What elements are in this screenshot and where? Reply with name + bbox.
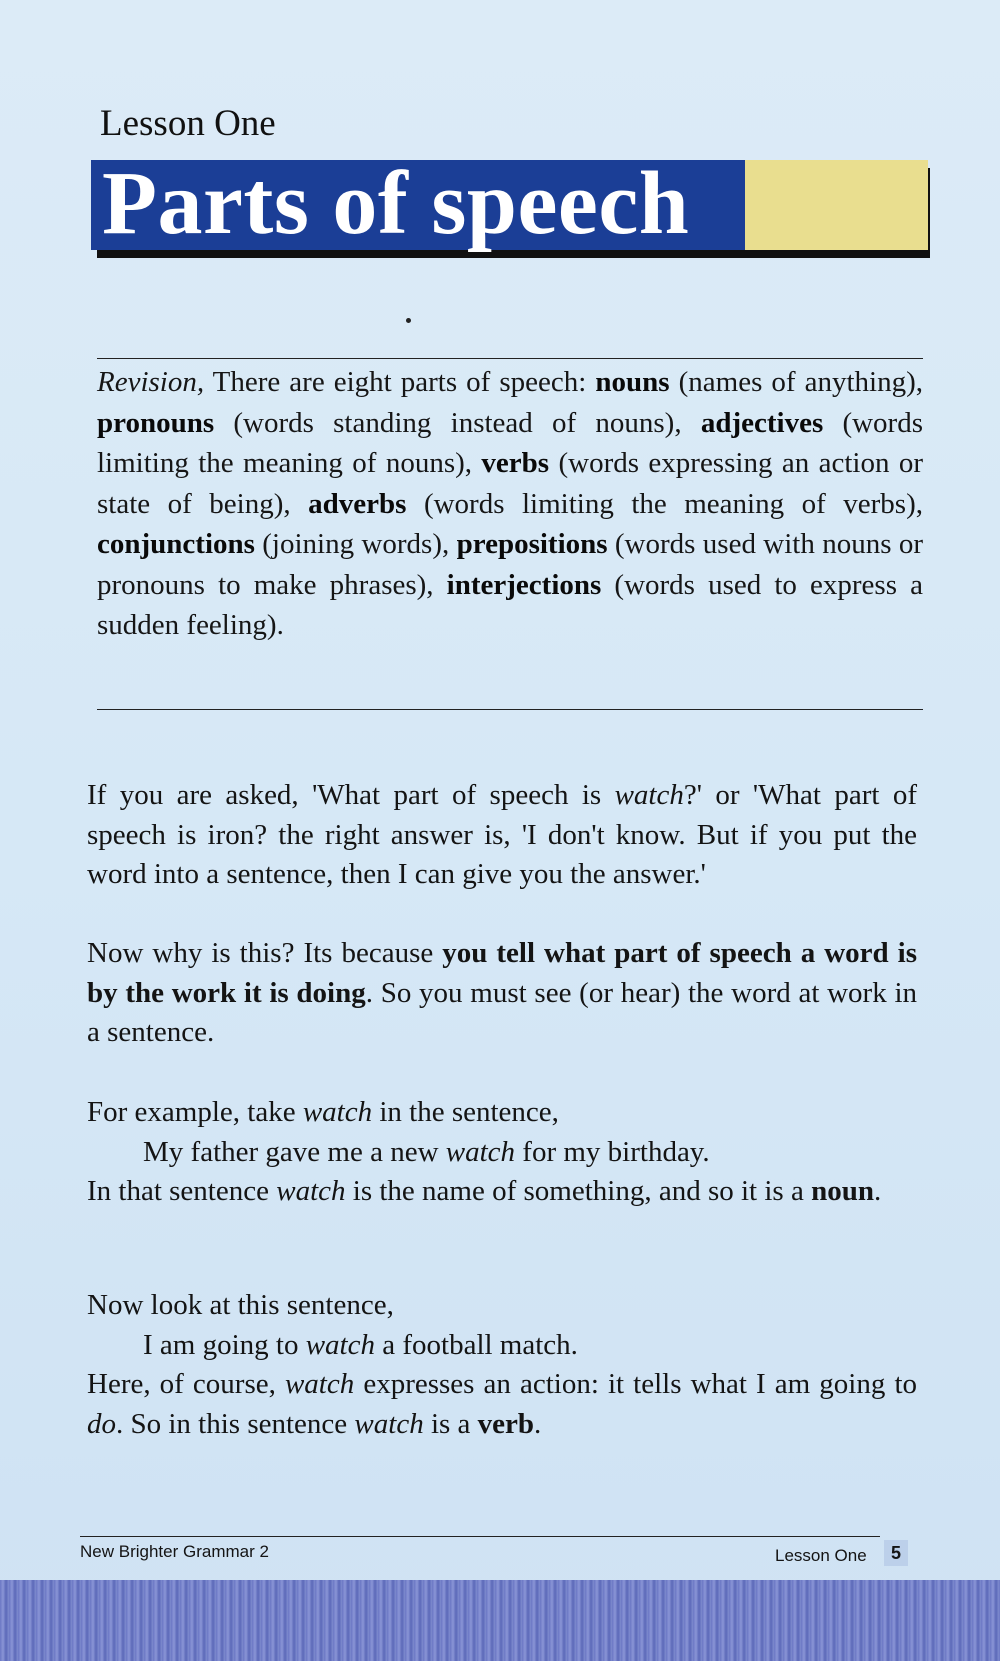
text-run: (words standing instead of nouns), <box>214 406 701 439</box>
lesson-label: Lesson One <box>100 103 276 144</box>
italic-word: watch <box>302 1096 373 1128</box>
text-run: (words limiting the meaning of nouns), <box>97 406 924 479</box>
text-run: In that sentence <box>87 1175 277 1207</box>
text-run: . So you must see (or hear) the word at work in a sentence. <box>87 976 917 1048</box>
italic-word: watch <box>445 1135 516 1168</box>
page-number: 5 <box>884 1540 908 1566</box>
bottom-decorative-band <box>0 1580 1000 1661</box>
italic-word: watch <box>284 1368 355 1400</box>
example-sentence <box>87 1133 917 1173</box>
text-run: (words used with nouns or pronouns to make phrases), <box>97 528 923 601</box>
text-run: expresses an action: it tells what I am going to <box>354 1368 918 1400</box>
italic-word: watch <box>354 1407 424 1440</box>
paragraph-3 <box>87 1093 917 1212</box>
text-run: My father gave me a new <box>143 1135 446 1168</box>
text-run: Now why is this? Its because <box>87 937 443 969</box>
example-sentence <box>87 1326 917 1366</box>
text-run: For example, take <box>87 1096 303 1128</box>
text-run: (names of anything), <box>669 366 923 398</box>
italic-word: watch <box>276 1175 346 1207</box>
part-of-speech-term: nouns <box>595 366 670 398</box>
revision-bottom-rule <box>97 709 923 710</box>
paragraph-4 <box>87 1286 917 1444</box>
footer-rule <box>80 1536 880 1537</box>
bold-phrase: you tell what part of speech a word is by the work it is doing <box>87 937 918 1009</box>
italic-word: watch <box>305 1328 375 1361</box>
text-run: ?' or 'What part of speech is iron? the right answer is, 'I don't know. But if you put the word into a sentence, then I can give you the answer.' <box>87 779 917 890</box>
part-of-speech-term: conjunctions <box>97 528 255 560</box>
example-explanation <box>87 1172 917 1212</box>
bold-word: noun <box>811 1175 874 1207</box>
bold-word: verb <box>477 1407 535 1440</box>
text-run: I am going to <box>143 1328 306 1361</box>
text-run: for my birthday. <box>515 1135 710 1168</box>
part-of-speech-term: adjectives <box>700 406 824 439</box>
text-run: (words limiting the meaning of verbs), <box>406 487 923 520</box>
paragraph-2 <box>87 934 917 1053</box>
example-intro <box>87 1093 917 1133</box>
italic-word: watch <box>614 779 684 811</box>
text-run: There are eight parts of speech: <box>204 366 596 398</box>
text-run: . <box>873 1175 882 1207</box>
text-run: (joining words), <box>254 528 457 560</box>
print-dot <box>406 318 411 323</box>
text-run: (words expressing an action or state of being), <box>97 447 923 520</box>
text-run: a football match. <box>374 1328 578 1361</box>
part-of-speech-term: interjections <box>446 568 602 601</box>
footer-book-title: New Brighter Grammar 2 <box>80 1542 269 1561</box>
italic-word: do <box>87 1407 116 1440</box>
page-title: Parts of speech <box>102 154 690 253</box>
part-of-speech-term: verbs <box>481 447 550 479</box>
text-run: is the name of something, and so it is a <box>345 1175 812 1207</box>
example-intro: Now look at this sentence, <box>87 1289 394 1321</box>
paragraph-1 <box>87 776 917 895</box>
text-run: (words used to express a sudden feeling). <box>97 568 923 641</box>
revision-text <box>97 366 923 641</box>
revision-box <box>97 362 923 646</box>
part-of-speech-term: prepositions <box>456 528 608 560</box>
text-run: is a <box>423 1407 478 1440</box>
footer-section: Lesson One <box>775 1546 867 1565</box>
text-run: . So in this sentence <box>116 1407 355 1440</box>
title-accent-block <box>745 160 928 250</box>
example-explanation <box>87 1365 917 1444</box>
text-run: Here, of course, <box>87 1368 285 1400</box>
text-run: . <box>534 1407 542 1440</box>
text-run: If you are asked, 'What part of speech is <box>87 779 615 811</box>
part-of-speech-term: adverbs <box>308 487 407 520</box>
part-of-speech-term: pronouns <box>97 406 215 439</box>
revision-lead: Revision, <box>97 366 205 398</box>
text-run: in the sentence, <box>372 1096 559 1128</box>
revision-top-rule <box>97 358 923 359</box>
